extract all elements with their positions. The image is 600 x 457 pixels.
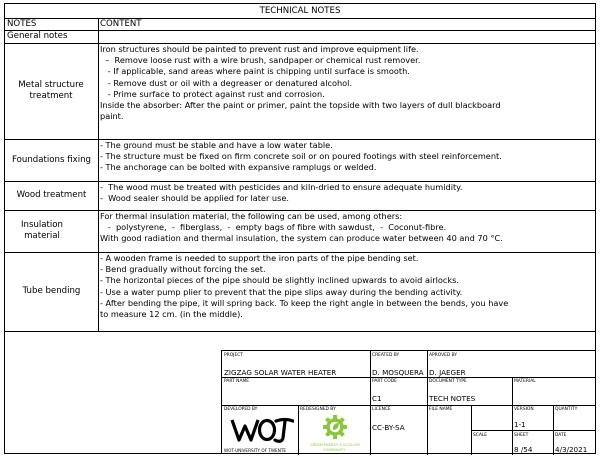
title-block (221, 350, 596, 454)
row-label-tube-bending (6, 253, 97, 329)
divider (471, 405, 472, 455)
content-line: - If applicable, sand areas where paint is chipping until surface is smooth. (100, 66, 410, 77)
redesigned-by-caption: GREEN ENERGY & ECOLOGY (310, 443, 361, 447)
content-header: CONTENT (100, 19, 142, 29)
date-value: 4/3/2021 (555, 445, 588, 454)
wot-logo-icon (230, 414, 294, 444)
row-content-foundations (100, 140, 584, 174)
content-line: paint. (100, 111, 124, 122)
content-line: For thermal insulation material, the following can be used, among others: (100, 211, 403, 221)
divider (427, 351, 428, 405)
created-by-label: CREATED BY (372, 353, 400, 358)
part-name-label: PART NAME (224, 379, 250, 384)
divider (370, 351, 371, 455)
content-line: to measure 12 cm. (in the middle). (100, 309, 243, 320)
column-divider (98, 18, 99, 331)
divider (5, 331, 595, 332)
row-content-metal-structure (100, 44, 584, 122)
content-line: - Wood sealer should be applied for later use. (100, 193, 290, 204)
content-line: - The structure must be fixed on firm concrete soil or on poured footings with steel reinforcement. (100, 151, 502, 162)
document-type-label: DOCUMENT TYPE (429, 379, 467, 384)
row-content-insulation (100, 211, 584, 245)
divider (553, 405, 554, 455)
content-line: – Remove loose rust with a wire brush, sandpaper or chemical rust remover. (100, 55, 421, 66)
divider (427, 405, 428, 455)
row-label-metal-structure (6, 44, 97, 138)
divider (471, 430, 596, 431)
divider (298, 405, 299, 455)
sheet-value: 8 /54 (514, 445, 533, 454)
divider (512, 377, 513, 405)
content-line: - The anchorage can be bolted with expansive ramplugs or welded. (100, 162, 377, 173)
green-energy-logo (320, 414, 350, 440)
general-notes-label: General notes (7, 31, 68, 41)
content-line: - Use a water pump plier to prevent that the pipe slips away during the bending activity. (100, 286, 463, 297)
project-value: ZIGZAG SOLAR WATER HEATER (224, 368, 337, 377)
row-label-text: Insulation material (20, 220, 64, 241)
row-label-text: Wood treatment (16, 190, 87, 200)
content-line: - The ground must be stable and have a low water table. (100, 140, 333, 150)
created-by-value: D. MOSQUERA (372, 368, 424, 377)
divider (5, 30, 595, 31)
content-line: - After bending the pipe, it will spring back. To keep the right angle in between the bends, you have (100, 297, 509, 308)
date-label: DATE (555, 433, 567, 438)
notes-header: NOTES (7, 19, 37, 29)
version-value: 1-1 (514, 420, 526, 429)
divider (222, 377, 596, 378)
wot-logo-text (294, 414, 295, 415)
content-line: - Bend gradually without forcing the set. (100, 264, 266, 275)
version-label: VERSION (514, 407, 534, 412)
redesigned-by-label: REDESIGNED BY (300, 407, 336, 412)
wot-logo (230, 414, 294, 444)
document-type-value: TECH NOTES (429, 394, 476, 403)
technical-notes-sheet (4, 3, 596, 454)
content-line: - Prime surface to protect against rust and corrosion. (100, 88, 325, 99)
page-title: TECHNICAL NOTES (259, 6, 341, 16)
divider (222, 405, 596, 406)
row-label-foundations (6, 140, 97, 180)
scale-label: SCALE (473, 433, 488, 438)
sheet-label: SHEET (514, 433, 529, 438)
content-line: - The wood must be treated with pesticides and kiln-dried to ensure adequate humidity. (100, 182, 463, 192)
row-label-insulation (6, 211, 97, 251)
approved-by-label: APROVED BY (429, 353, 458, 358)
quantity-label: QUANTITY (555, 407, 578, 412)
content-line: Iron structures should be painted to prevent rust and improve equipment life. (100, 44, 419, 54)
row-label-text: Metal structure treatment (18, 80, 84, 101)
licence-label: LICENCE (372, 407, 391, 412)
developed-by-caption: WOT-UNIVERSITY OF TWENTE (224, 448, 287, 453)
divider (5, 18, 595, 19)
content-line: Inside the absorber: After the paint or primer, paint the topside with two layers of dull blackboard (100, 100, 501, 111)
file-name-label: FILE NAME (429, 407, 453, 412)
project-label: PROJECT (224, 353, 243, 358)
approved-by-value: D. JAEGER (429, 368, 466, 377)
material-label: MATERIAL (514, 379, 536, 384)
redesigned-by-subcaption: COMMUNITY (323, 448, 346, 452)
row-label-text: Tube bending (22, 285, 81, 296)
content-line: - The horizontal pieces of the pipe should be slightly inclined upwards to avoid airlocks. (100, 275, 460, 286)
licence-value: CC-BY-SA (372, 423, 405, 432)
gear-leaf-icon (320, 414, 350, 440)
row-label-wood (6, 182, 97, 209)
row-content-tube-bending (100, 253, 584, 320)
developed-by-label: DEVELOPED BY (224, 407, 258, 412)
divider (512, 405, 513, 455)
content-line: - Remove dust or oil with a degreaser or denatured alcohol. (100, 77, 353, 88)
content-line: With good radiation and thermal insulation, the system can produce water between 40 and 70 °C. (100, 233, 503, 244)
part-code-label: PART CODE (372, 379, 397, 384)
row-label-text: Foundations fixing (12, 154, 91, 165)
content-line: - polystyrene, - fiberglass, - empty bags of fibre with sawdust, - Coconut-fibre. (100, 222, 447, 233)
content-line: - A wooden frame is needed to support the iron parts of the pipe bending set. (100, 253, 419, 263)
part-code-value: C1 (372, 394, 382, 403)
row-content-wood (100, 182, 584, 204)
